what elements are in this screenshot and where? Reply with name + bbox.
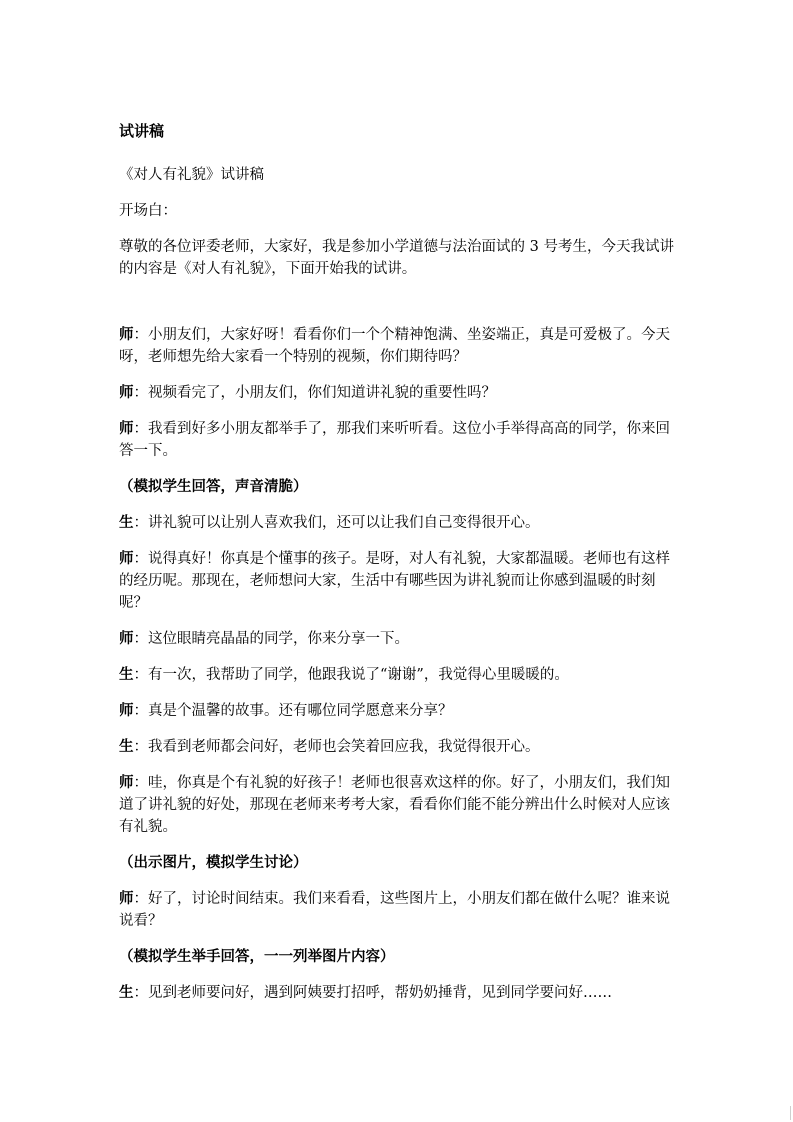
- dialogue-text: ：说得真好！你真是个懂事的孩子。是呀，对人有礼貌，大家都温暖。老师也有这样的经历呢。那现在，老师想问大家，生活中有哪些因为讲礼貌而让你感到温暖的时刻呢？: [119, 551, 670, 611]
- stage-direction: （出示图片，模拟学生讨论）: [119, 855, 308, 871]
- opening-label: 开场白：: [119, 203, 177, 219]
- dialogue-text: ：有一次，我帮助了同学，他跟我说了“谢谢”，我觉得心里暖暖的。: [133, 667, 569, 683]
- speaker-teacher: 师: [119, 703, 134, 719]
- speaker-teacher: 师: [119, 327, 134, 343]
- dialogue-line: [119, 736, 679, 758]
- speaker-teacher: 师: [119, 891, 134, 907]
- dialogue-text: ：讲礼貌可以让别人喜欢我们，还可以让我们自己变得很开心。: [133, 515, 540, 531]
- dialogue-text: ：小朋友们，大家好呀！看看你们一个个精神饱满、坐姿端正，真是可爱极了。今天呀，老师想先给大家看一个特别的视频，你们期待吗？: [119, 327, 670, 365]
- dialogue-text: ：好了，讨论时间结束。我们来看看，这些图片上，小朋友们都在做什么呢？谁来说说看？: [119, 891, 670, 929]
- speaker-student: 生: [119, 667, 134, 683]
- speaker-teacher: 师: [119, 631, 134, 647]
- dialogue-line: [119, 888, 679, 932]
- dialogue-text: ：哇，你真是个有礼貌的好孩子！老师也很喜欢这样的你。好了，小朋友们，我们知道了讲礼貌的好处，那现在老师来考考大家，看看你们能不能分辨出什么时候对人应该有礼貌。: [119, 775, 670, 835]
- dialogue-text: ：我看到好多小朋友都举手了，那我们来听听看。这位小手举得高高的同学，你来回答一下。: [119, 421, 670, 459]
- dialogue-line: [119, 548, 679, 614]
- dialogue-text: ：真是个温馨的故事。还有哪位同学愿意来分享？: [133, 703, 453, 719]
- dialogue-line: [119, 418, 679, 462]
- dialogue-line: [119, 628, 679, 650]
- dialogue-text: ：视频看完了，小朋友们，你们知道讲礼貌的重要性吗？: [133, 385, 496, 401]
- page-edge-mark: [790, 1106, 791, 1120]
- dialogue-line: [119, 982, 679, 1004]
- speaker-teacher: 师: [119, 775, 134, 791]
- speaker-student: 生: [119, 739, 134, 755]
- dialogue-line: [119, 772, 679, 838]
- dialogue-line: [119, 512, 679, 534]
- document-subtitle: 《对人有礼貌》试讲稿: [119, 167, 264, 183]
- opening-text: 尊敬的各位评委老师，大家好，我是参加小学道德与法治面试的 3 号考生，今天我试讲的内容是《对人有礼貌》，下面开始我的试讲。: [119, 239, 674, 277]
- speaker-teacher: 师: [119, 551, 134, 567]
- stage-direction: （模拟学生回答，声音清脆）: [119, 479, 308, 495]
- dialogue-line: [119, 664, 679, 686]
- dialogue-line: [119, 700, 679, 722]
- speaker-student: 生: [119, 515, 134, 531]
- document-page: [119, 120, 679, 1018]
- dialogue-text: ：我看到老师都会问好，老师也会笑着回应我，我觉得很开心。: [133, 739, 540, 755]
- dialogue-line: [119, 324, 679, 368]
- speaker-teacher: 师: [119, 421, 134, 437]
- dialogue-list: [119, 324, 679, 1004]
- dialogue-line: [119, 382, 679, 404]
- speaker-teacher: 师: [119, 385, 134, 401]
- document-title: 试讲稿: [119, 122, 165, 140]
- dialogue-text: ：见到老师要问好，遇到阿姨要打招呼，帮奶奶捶背，见到同学要问好……: [133, 985, 612, 1001]
- stage-direction: （模拟学生举手回答，一一列举图片内容）: [119, 949, 395, 965]
- dialogue-text: ：这位眼睛亮晶晶的同学，你来分享一下。: [133, 631, 409, 647]
- speaker-student: 生: [119, 985, 134, 1001]
